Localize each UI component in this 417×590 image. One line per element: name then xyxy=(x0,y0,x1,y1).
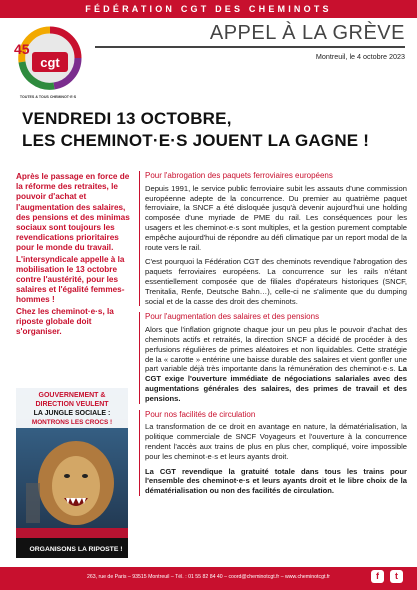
sidebar-p3: Chez les cheminot·e·s, la riposte globale doit s'organiser. xyxy=(16,306,114,337)
title-rule xyxy=(95,46,405,48)
sidebar-p2: L'intersyndicale appelle à la mobilisation le 13 octobre contre l'austérité, pour les salaires et l'égalité femmes-hommes ! xyxy=(16,254,125,305)
poster-title2: DIRECTION VEULENT xyxy=(35,401,109,408)
section-paragraph: La transformation de ce droit en avantage en nature, la dématérialisation, la politique commerciale de SNCF Voyageurs et l'ouverture à la concurrence rendent l'accès aux trains de plus en plus cher, compliqué, voire impossible pour les cheminot·e·s et leurs ayants droit. xyxy=(145,422,407,461)
paragraph-text: Alors que l'inflation grignote chaque jour un peu plus le pouvoir d'achat des cheminots actifs et retraités, la direction SNCF a décidé de procéder à des perfusions régulières de primes aléatoires et non liquidables. Cette stratégie de la « carotte » entérine une baisse durable des salaires et vient gonfler une part variable déjà très importante dans la rémunération des cheminot·e·s. xyxy=(145,325,407,374)
headline xyxy=(22,108,412,152)
federation-banner: FÉDÉRATION CGT DES CHEMINOTS xyxy=(0,0,417,18)
paragraph-bold: La CGT exige l'ouverture immédiate de négociations salariales avec des augmentations générales des salaires, des primes de travail et des pensions. xyxy=(145,364,407,403)
doc-type-title: APPEL À LA GRÈVE xyxy=(209,22,405,44)
poster-title4: MONTRONS LES CROCS ! xyxy=(31,419,113,426)
main-content xyxy=(139,171,407,502)
facebook-icon[interactable]: f xyxy=(371,570,384,583)
social-links xyxy=(371,570,403,583)
logo-tagline: TOUTES & TOUS CHEMINOT·E·S xyxy=(19,95,77,99)
section-title: Pour nos facilités de circulation xyxy=(145,409,256,419)
poster-title3: LA JUNGLE SOCIALE : xyxy=(33,410,111,417)
section-paragraph xyxy=(145,325,407,403)
footer-address: 263, rue de Paris – 93515 Montreuil – Tél. : 01 55 82 84 40 – coord@cheminotcgt.fr – www.cheminotcgt.fr xyxy=(86,574,331,580)
paragraph-bold: La CGT revendique la gratuité totale dans tous les trains pour l'ensemble des cheminot·e·s et leurs ayants droit et le libre choix de la dématérialisation ou non des facilités de circulation. xyxy=(145,466,407,496)
poster-bottom: ORGANISONS LA RIPOSTE ! xyxy=(29,546,123,553)
section-paragraph: Depuis 1991, le service public ferroviaire subit les assauts d'une commission européenne adepte de la concurrence. Du premier au quatrième paquet ferroviaire, la SNCF a été disloquée jusqu'à devenir aujourd'hui une holding composée d'une myriade de PME du rail. Les conséquences pour les usagers et les cheminot·e·s sont multiples, et la gestion purement comptable empêche aujourd'hui de répondre au défi climatique par un report modal de la route vers le rail. xyxy=(145,183,407,252)
strike-poster xyxy=(16,388,128,558)
logo-brand: cgt xyxy=(40,55,60,70)
sidebar-p1: Après le passage en force de la réforme des retraites, le pouvoir d'achat et l'augmentation des salaires, des pensions et des minimas sociaux sont toujours les revendications prioritaires pour le monde du travail. xyxy=(16,172,130,253)
cgt-logo xyxy=(10,22,88,100)
section-facilites xyxy=(139,410,407,496)
sidebar xyxy=(16,172,132,338)
twitter-icon[interactable]: t xyxy=(390,570,403,583)
poster-title1: GOUVERNEMENT & xyxy=(38,392,106,399)
headline-line1: VENDREDI 13 OCTOBRE, xyxy=(22,109,232,128)
footer xyxy=(0,567,417,590)
section-title: Pour l'abrogation des paquets ferroviaires européens xyxy=(145,171,333,180)
section-title: Pour l'augmentation des salaires et des pensions xyxy=(145,312,320,322)
dateline: Montreuil, le 4 octobre 2023 xyxy=(315,52,405,61)
section-paragraph-bold xyxy=(145,467,407,496)
section-salaires xyxy=(139,312,407,403)
headline-line2: LES CHEMINOT·E·S JOUENT LA GAGNE ! xyxy=(22,131,370,150)
section-abrogation xyxy=(139,171,407,306)
logo-number: 45 xyxy=(14,41,30,57)
section-paragraph: C'est pourquoi la Fédération CGT des cheminots revendique l'abrogation des paquets ferroviaires européens. La concurrence sur les rails n'étant essentiellement composée que de filiales d'opérateurs historiques (SNCF, Trenitalia, Renfe, Deutsche Bahn…), celle-ci ne s'alimente que du dumping social et de la casse des droit des cheminots. xyxy=(145,257,407,306)
